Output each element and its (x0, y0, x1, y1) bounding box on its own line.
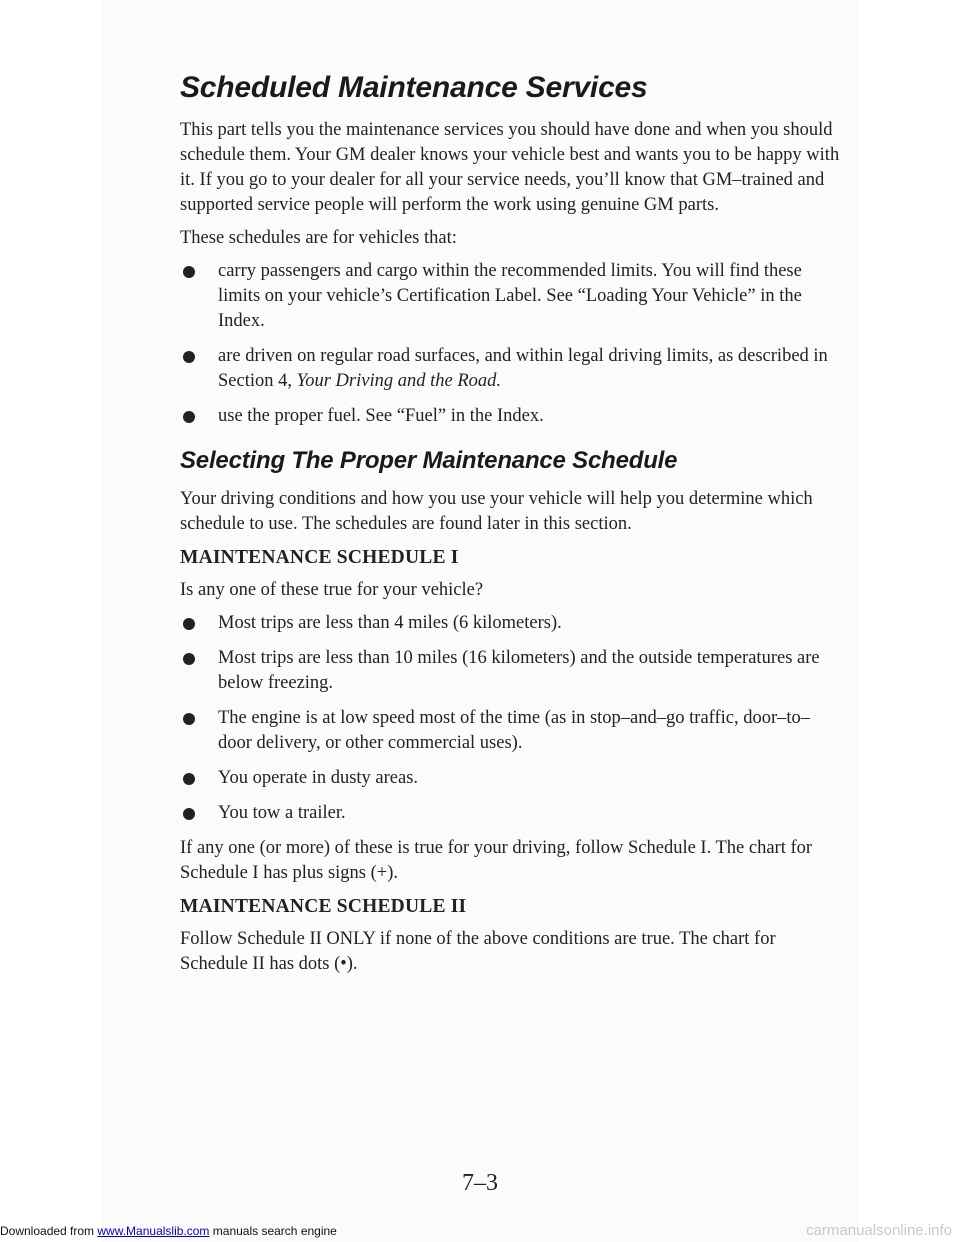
vehicle-conditions-list (180, 259, 840, 429)
page-title: Scheduled Maintenance Services (180, 71, 648, 104)
schedule-1-conclusion: If any one (or more) of these is true for your driving, follow Schedule I. The chart for Schedule I has plus signs (+). (180, 838, 813, 883)
list-item: The engine is at low speed most of the time (as in stop–and–go traffic, door–to–door delivery, or other commercial uses). (180, 706, 840, 756)
schedule-1-heading: MAINTENANCE SCHEDULE I (180, 547, 459, 568)
list-item: Most trips are less than 4 miles (6 kilometers). (180, 611, 840, 636)
bullet-icon (183, 351, 195, 363)
list-item: You tow a trailer. (180, 801, 840, 826)
schedules-intro: These schedules are for vehicles that: (180, 228, 457, 248)
bullet-icon (183, 713, 195, 725)
bullet-icon (183, 411, 195, 423)
list-item: Most trips are less than 10 miles (16 kilometers) and the outside temperatures are below freezing. (180, 646, 840, 696)
section-title: Selecting The Proper Maintenance Schedule (180, 447, 678, 474)
section-paragraph: Your driving conditions and how you use your vehicle will help you determine which schedule to use. The schedules are found later in this section. (180, 489, 813, 534)
page-content (180, 68, 840, 985)
schedule-1-conditions-list (180, 611, 840, 826)
bullet-icon (183, 653, 195, 665)
schedule-1-question: Is any one of these true for your vehicle? (180, 580, 484, 600)
page-number: 7–3 (462, 1170, 498, 1196)
bullet-icon (183, 808, 195, 820)
watermark: carmanualsonline.info (806, 1222, 952, 1239)
list-item: use the proper fuel. See “Fuel” in the Index. (180, 404, 840, 429)
bullet-icon (183, 266, 195, 278)
bullet-icon (183, 618, 195, 630)
list-item: You operate in dusty areas. (180, 766, 840, 791)
download-footer: Downloaded from www.Manualslib.com manuals search engine (0, 1224, 337, 1238)
bullet-icon (183, 773, 195, 785)
manualslib-link[interactable]: www.Manualslib.com (97, 1224, 210, 1238)
list-item: carry passengers and cargo within the recommended limits. You will find these limits on your vehicle’s Certification Label. See “Loading Your Vehicle” in the Index. (180, 259, 840, 334)
intro-paragraph: This part tells you the maintenance services you should have done and when you should schedule them. Your GM dealer knows your vehicle best and wants you to be happy with it. If you go to your dealer for all your service needs, you’ll know that GM–trained and supported service people will perform the work using genuine GM parts. (180, 120, 840, 215)
list-item: are driven on regular road surfaces, and within legal driving limits, as described in Section 4, Your Driving and the Road. (180, 344, 840, 394)
schedule-2-heading: MAINTENANCE SCHEDULE II (180, 896, 467, 917)
schedule-2-text: Follow Schedule II ONLY if none of the above conditions are true. The chart for Schedule II has dots (•). (180, 929, 776, 974)
